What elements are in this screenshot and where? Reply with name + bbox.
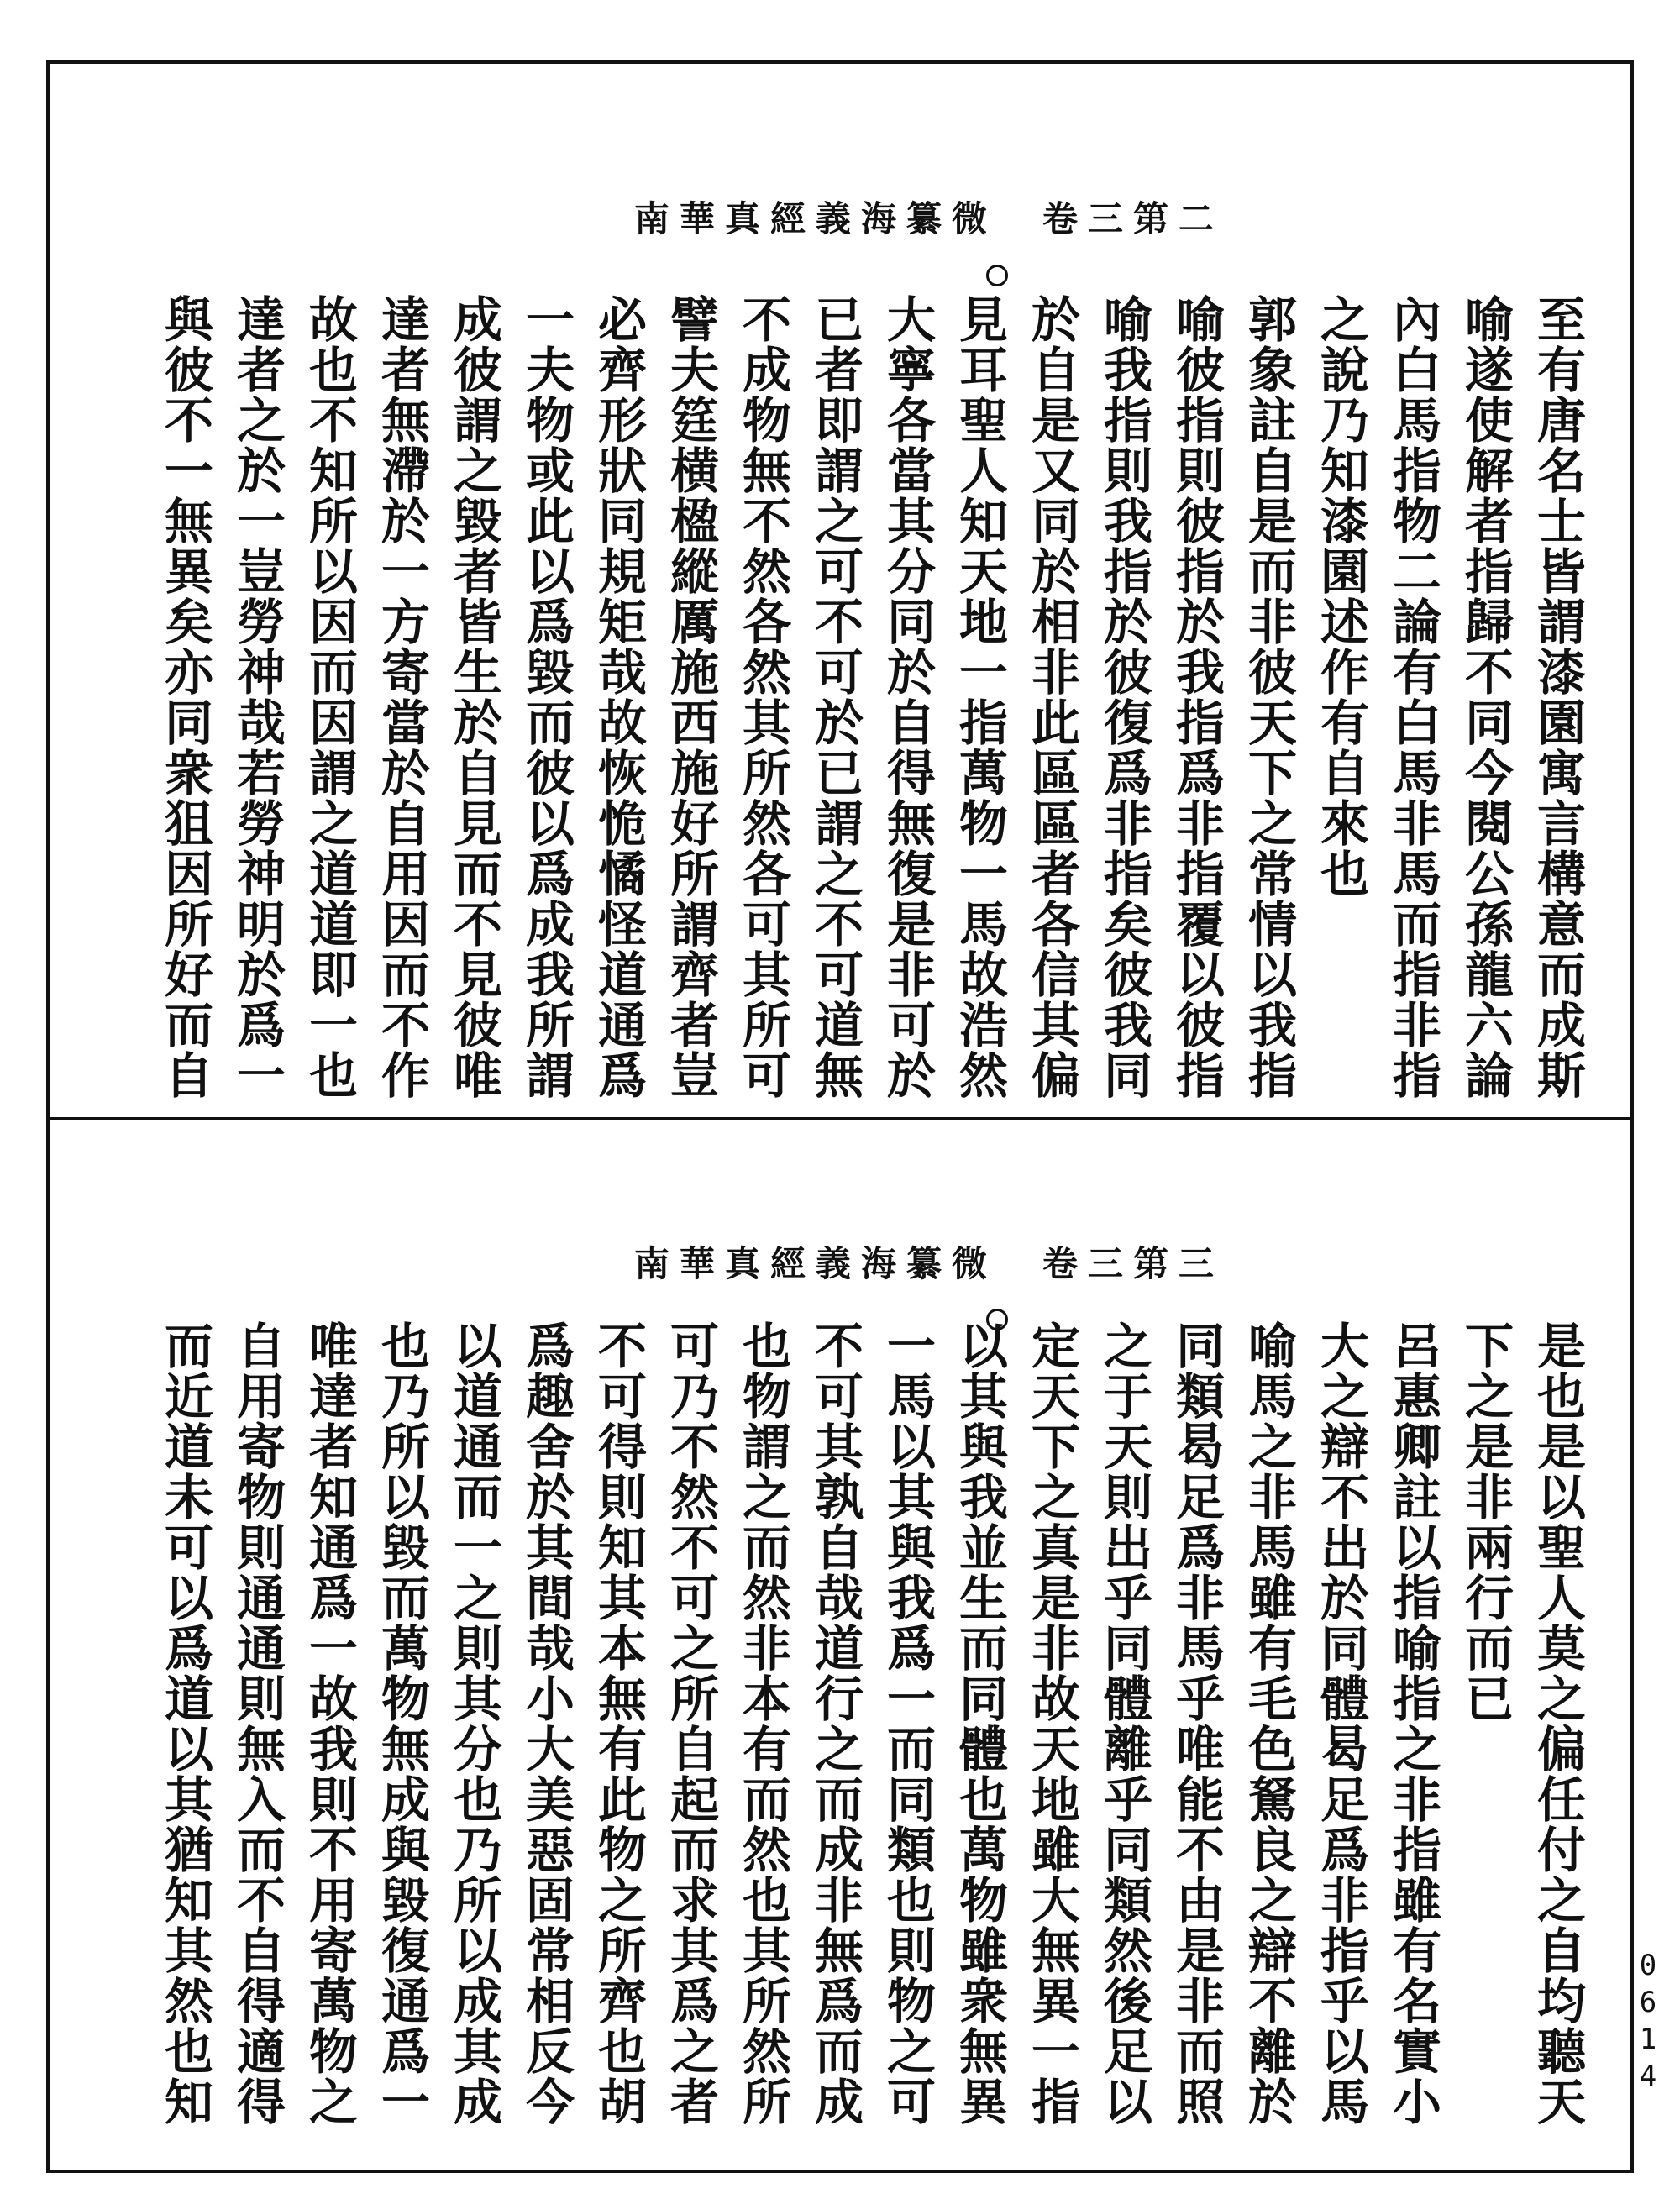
text-column: 成彼謂之毀者皆生於自見而不見彼唯 bbox=[445, 294, 502, 1100]
text-column: 已者即謂之可不可於已謂之不可道無 bbox=[806, 294, 864, 1100]
text-column: 喻馬之非馬雖有毛色駑良之辯不離於 bbox=[1240, 1320, 1297, 2127]
text-column: 大之辯不出於同體曷足爲非指乎以馬 bbox=[1312, 1320, 1369, 2127]
text-column: 同類曷足爲非馬乎唯能不由是非而照 bbox=[1168, 1320, 1225, 2127]
text-column: 喻彼指則彼指於我指爲非指覆以彼指 bbox=[1168, 294, 1225, 1100]
text-column: 達者之於一豈勞神哉若勞神明於爲一 bbox=[228, 294, 286, 1100]
text-column: 不可得則知其本無有此物之所齊也胡 bbox=[590, 1320, 647, 2127]
page-number: 0614 bbox=[1631, 1949, 1665, 2097]
text-column: 譬夫筳横楹縱厲施西施好所謂齊者豈 bbox=[662, 294, 719, 1100]
text-column: 喻我指則我指於彼復爲非指矣彼我同 bbox=[1095, 294, 1152, 1100]
text-column: 一夫物或此以爲毀而彼以爲成我所謂 bbox=[517, 294, 575, 1100]
bottom-page-header: 南華真經義海纂微 卷三第三 bbox=[634, 1243, 1225, 1284]
text-column: 以道通而一之則其分也乃所以成其成 bbox=[445, 1320, 502, 2127]
text-column: 是也是以聖人莫之偏任付之自均聽天 bbox=[1529, 1320, 1586, 2127]
text-column: 之說乃知漆園述作有自來也 bbox=[1312, 294, 1369, 899]
text-column: 不可其孰自哉道行之而成非無爲而成 bbox=[806, 1320, 864, 2127]
text-column: 而近道未可以爲道以其猶知其然也知 bbox=[156, 1320, 213, 2127]
top-page-text bbox=[155, 294, 1588, 1100]
text-column: 必齊形狀同規矩哉故恢恑憰怪道通爲 bbox=[590, 294, 647, 1100]
text-column: 也物謂之而然非本有而然也其所然所 bbox=[734, 1320, 791, 2127]
page-divider bbox=[49, 1117, 1634, 1120]
text-column: 大寧各當其分同於自得無復是非可於 bbox=[879, 294, 936, 1100]
text-column: 故也不知所以因而因謂之道道即一也 bbox=[301, 294, 358, 1100]
text-column: 以其與我並生而同體也萬物雖衆無異 bbox=[951, 1320, 1008, 2127]
bottom-page-text bbox=[155, 1320, 1588, 2127]
top-page-header: 南華真經義海纂微 卷三第二 bbox=[634, 198, 1225, 239]
text-column: 見耳聖人知天地一指萬物一馬故浩然 bbox=[951, 294, 1008, 1100]
text-column: 爲趣舍於其間哉小大美惡固常相反今 bbox=[517, 1320, 575, 2127]
text-column: 可乃不然不可之所自起而求其爲之者 bbox=[662, 1320, 719, 2127]
text-column: 也乃所以毀而萬物無成與毀復通爲一 bbox=[373, 1320, 430, 2127]
text-column: 定天下之真是非故天地雖大無異一指 bbox=[1023, 1320, 1080, 2127]
text-column: 一馬以其與我爲一而同類也則物之可 bbox=[879, 1320, 936, 2127]
text-column: 下之是非兩行而已 bbox=[1457, 1320, 1514, 1724]
text-column: 郭象註自是而非彼天下之常情以我指 bbox=[1240, 294, 1297, 1100]
text-column: 唯達者知通爲一故我則不用寄萬物之 bbox=[301, 1320, 358, 2127]
text-column: 自用寄物則通通則無入而不自得適得 bbox=[228, 1320, 286, 2127]
text-column: 內白馬指物二論有白馬非馬而指非指 bbox=[1384, 294, 1441, 1100]
text-column: 與彼不一無異矣亦同衆狙因所好而自 bbox=[156, 294, 213, 1100]
circle-mark-icon bbox=[986, 265, 1008, 286]
text-column: 喻遂使解者指歸不同今閱公孫龍六論 bbox=[1457, 294, 1514, 1100]
text-column: 達者無滯於一方寄當於自用因而不作 bbox=[373, 294, 430, 1100]
text-column: 於自是又同於相非此區區者各信其偏 bbox=[1023, 294, 1080, 1100]
text-column: 至有唐名士皆謂漆園寓言構意而成斯 bbox=[1529, 294, 1586, 1100]
text-column: 不成物無不然各然其所然各可其所可 bbox=[734, 294, 791, 1100]
text-column: 之于天則出乎同體離乎同類然後足以 bbox=[1095, 1320, 1152, 2127]
text-column: 呂惠卿註以指喻指之非指雖有名實小 bbox=[1384, 1320, 1441, 2127]
